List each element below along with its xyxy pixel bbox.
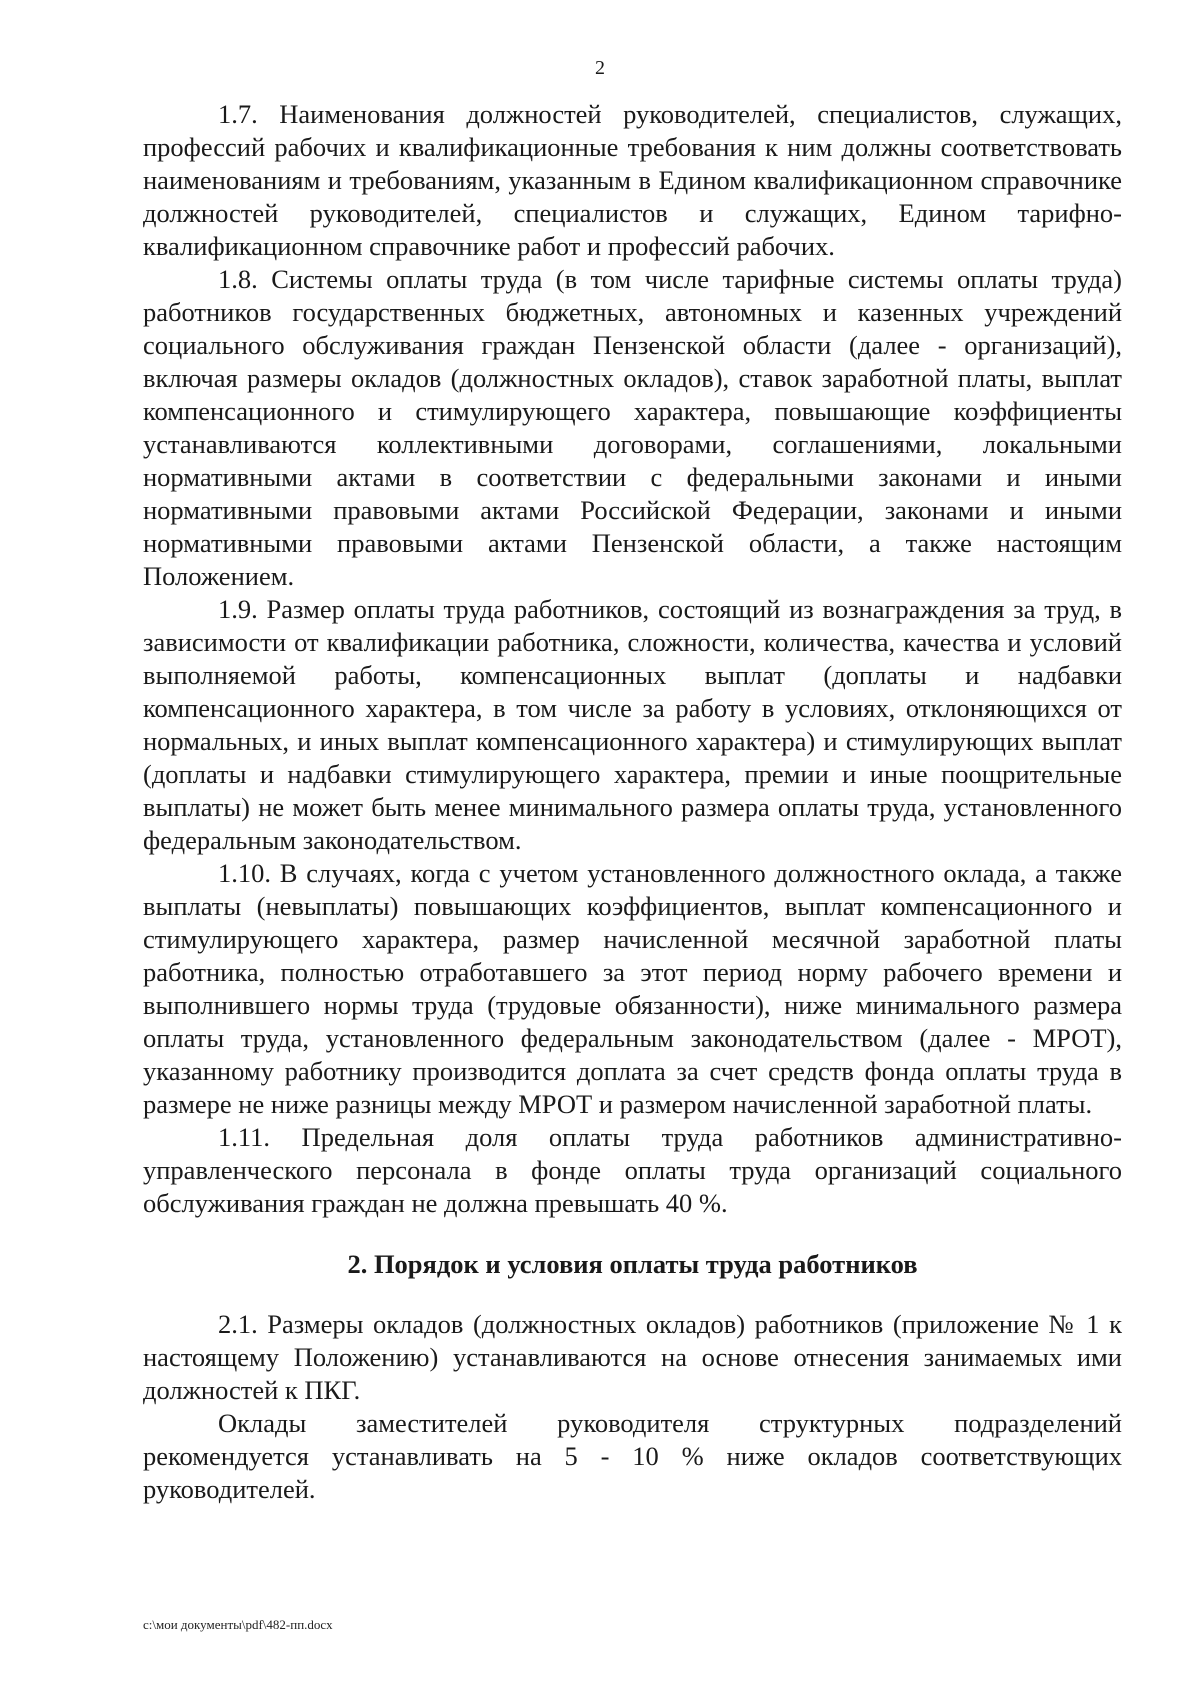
- paragraph-1-7: 1.7. Наименования должностей руководителей, специалистов, служащих, профессий рабочих и квалификационные требования к ним должны соответствовать наименованиям и требованиям, указанным в Едином квалификационном справочнике должностей руководителей, специалистов и служащих, Едином тарифно-квалификационном справочнике работ и профессий рабочих.: [143, 99, 1122, 261]
- paragraph-1-10: 1.10. В случаях, когда с учетом установленного должностного оклада, а также выплаты (невыплаты) повышающих коэффициентов, выплат компенсационного и стимулирующего характера, размер начисленной месячной заработной платы работника, полностью отработавшего за этот период норму рабочего времени и выполнившего нормы труда (трудовые обязанности), ниже минимального размера оплаты труда, установленного федеральным законодательством (далее - МРОТ), указанному работнику производится доплата за счет средств фонда оплаты труда в размере не ниже разницы между МРОТ и размером начисленной заработной платы.: [143, 858, 1122, 1119]
- section-2-heading: 2. Порядок и условия оплаты труда работников: [347, 1249, 918, 1279]
- paragraph-2-1: 2.1. Размеры окладов (должностных окладов) работников (приложение № 1 к настоящему Положению) устанавливаются на основе отнесения занимаемых ими должностей к ПКГ.: [143, 1309, 1122, 1405]
- footer-file-path: c:\мои документы\pdf\482-пп.docx: [143, 1617, 333, 1632]
- document-body: [143, 98, 1122, 1506]
- page-number: 2: [595, 57, 605, 79]
- paragraph-1-8: 1.8. Системы оплаты труда (в том числе тарифные системы оплаты труда) работников государственных бюджетных, автономных и казенных учреждений социального обслуживания граждан Пензенской области (далее - организаций), включая размеры окладов (должностных окладов), ставок заработной платы, выплат компенсационного и стимулирующего характера, повышающие коэффициенты устанавливаются коллективными договорами, соглашениями, локальными нормативными актами в соответствии с федеральными законами и иными нормативными правовыми актами Российской Федерации, законами и иными нормативными правовыми актами Пензенской области, а также настоящим Положением.: [143, 264, 1122, 591]
- paragraph-1-9: 1.9. Размер оплаты труда работников, состоящий из вознаграждения за труд, в зависимости от квалификации работника, сложности, количества, качества и условий выполняемой работы, компенсационных выплат (доплаты и надбавки компенсационного характера, в том числе за работу в условиях, отклоняющихся от нормальных, и иных выплат компенсационного характера) и стимулирующих выплат (доплаты и надбавки стимулирующего характера, премии и иные поощрительные выплаты) не может быть менее минимального размера оплаты труда, установленного федеральным законодательством.: [143, 594, 1122, 855]
- paragraph-2-1-salaries-of-deputies: Оклады заместителей руководителя структурных подразделений рекомендуется устанавливать на 5 - 10 % ниже окладов соответствующих руководителей.: [143, 1408, 1122, 1504]
- paragraph-1-11: 1.11. Предельная доля оплаты труда работников административно-управленческого персонала в фонде оплаты труда организаций социального обслуживания граждан не должна превышать 40 %.: [143, 1122, 1122, 1218]
